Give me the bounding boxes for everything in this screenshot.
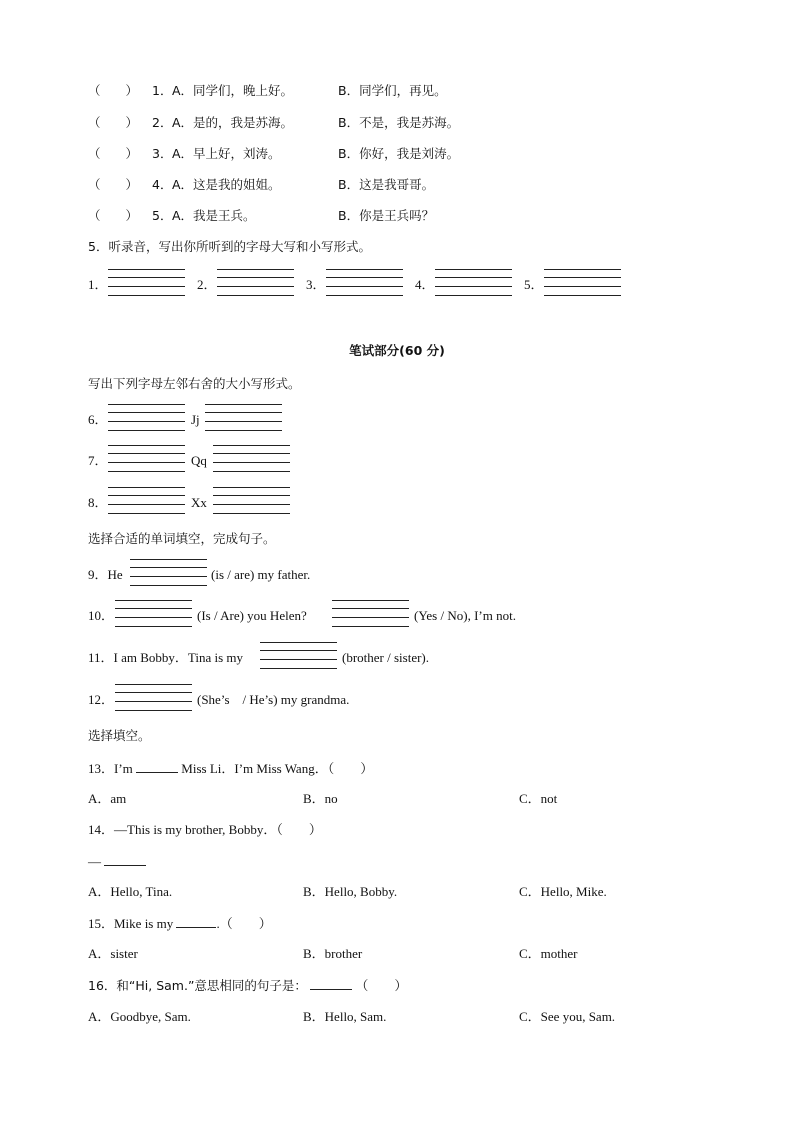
q7-number: 7． bbox=[88, 453, 108, 468]
q14-option-a[interactable]: A．Hello, Tina. bbox=[88, 884, 173, 899]
q9-start: 9．He bbox=[88, 567, 123, 582]
writing-lines[interactable] bbox=[108, 445, 185, 473]
q11-text: 11．I am Bobby．Tina is my bbox=[88, 650, 244, 665]
q13-start: 13．I’m bbox=[88, 761, 133, 776]
q14-reply bbox=[88, 853, 146, 870]
q10-number: 10． bbox=[88, 608, 115, 623]
option-a: A．这是我的姐姐。 bbox=[172, 177, 281, 192]
q16-rest: （ ） bbox=[355, 978, 408, 993]
q13-option-c[interactable]: C．not bbox=[519, 791, 558, 806]
q13 bbox=[88, 760, 373, 777]
q7-letter: Qq bbox=[191, 453, 207, 468]
writing-lines[interactable] bbox=[326, 269, 403, 297]
answer-paren[interactable]: （ ） bbox=[88, 83, 139, 98]
option-a: A．我是王兵。 bbox=[172, 208, 256, 223]
q14-dash: — bbox=[88, 854, 101, 869]
q5-label-4: 4． bbox=[415, 277, 435, 292]
q8-letter: Xx bbox=[191, 495, 207, 510]
answer-blank[interactable] bbox=[310, 977, 352, 990]
q15-option-c[interactable]: C．mother bbox=[519, 946, 578, 961]
writing-lines[interactable] bbox=[544, 269, 621, 297]
writing-lines[interactable] bbox=[108, 404, 185, 432]
q14-option-b[interactable]: B．Hello, Bobby. bbox=[303, 884, 398, 899]
answer-blank[interactable] bbox=[136, 760, 178, 773]
section-prompt-choice: 选择填空。 bbox=[88, 728, 151, 743]
writing-lines[interactable] bbox=[205, 404, 282, 432]
writing-lines[interactable] bbox=[115, 684, 192, 712]
q9-rest: (is / are) my father. bbox=[211, 567, 311, 582]
listening-item-2 bbox=[88, 115, 460, 131]
writing-lines[interactable] bbox=[108, 487, 185, 515]
writing-lines[interactable] bbox=[130, 559, 207, 587]
listening-item-3 bbox=[88, 146, 460, 162]
listening-item-5 bbox=[88, 208, 435, 224]
option-a: A．早上好，刘涛。 bbox=[172, 146, 281, 161]
q5-prompt: 5．听录音，写出你所听到的字母大写和小写形式。 bbox=[88, 239, 371, 254]
q13-option-b[interactable]: B．no bbox=[303, 791, 338, 806]
q11-rest: (brother / sister). bbox=[342, 650, 430, 665]
q15-start: 15．Mike is my bbox=[88, 916, 174, 931]
answer-paren[interactable]: （ ） bbox=[88, 115, 139, 130]
option-b: B．这是我哥哥。 bbox=[338, 177, 435, 192]
q13-option-a[interactable]: A．am bbox=[88, 791, 127, 806]
writing-lines[interactable] bbox=[115, 600, 192, 628]
q13-rest: Miss Li．I’m Miss Wang．（ ） bbox=[181, 761, 374, 776]
section-prompt-letters: 写出下列字母左邻右舍的大小写形式。 bbox=[88, 376, 301, 391]
q16-option-c[interactable]: C．See you, Sam. bbox=[519, 1009, 616, 1024]
q16-start: 16．和“Hi, Sam.”意思相同的句子是： bbox=[88, 978, 307, 993]
q5-label-1: 1． bbox=[88, 277, 108, 292]
option-a: A．是的，我是苏海。 bbox=[172, 115, 294, 130]
q6-number: 6． bbox=[88, 412, 108, 427]
listening-item-4 bbox=[88, 177, 435, 193]
item-number: 2． bbox=[152, 115, 173, 130]
writing-lines[interactable] bbox=[435, 269, 512, 297]
writing-lines[interactable] bbox=[213, 445, 290, 473]
writing-lines[interactable] bbox=[260, 642, 337, 670]
writing-lines[interactable] bbox=[213, 487, 290, 515]
q8-number: 8． bbox=[88, 495, 108, 510]
option-b: B．你是王兵吗？ bbox=[338, 208, 435, 223]
q14-question: 14．—This is my brother, Bobby．（ ） bbox=[88, 822, 322, 837]
writing-lines[interactable] bbox=[332, 600, 409, 628]
q14-option-c[interactable]: C．Hello, Mike. bbox=[519, 884, 607, 899]
q15-option-a[interactable]: A．sister bbox=[88, 946, 138, 961]
q16-option-a[interactable]: A．Goodbye, Sam. bbox=[88, 1009, 191, 1024]
q6-letter: Jj bbox=[191, 412, 200, 427]
option-b: B．你好，我是刘涛。 bbox=[338, 146, 460, 161]
item-number: 4． bbox=[152, 177, 173, 192]
item-number: 1． bbox=[152, 83, 173, 98]
q5-label-5: 5． bbox=[524, 277, 544, 292]
q5-label-3: 3． bbox=[306, 277, 326, 292]
q10-mid: (Is / Are) you Helen? bbox=[197, 608, 307, 623]
q5-label-2: 2． bbox=[197, 277, 217, 292]
q15-option-b[interactable]: B．brother bbox=[303, 946, 363, 961]
item-number: 5． bbox=[152, 208, 173, 223]
q16 bbox=[88, 977, 407, 994]
section-prompt-words: 选择合适的单词填空，完成句子。 bbox=[88, 531, 276, 546]
q16-option-b[interactable]: B．Hello, Sam. bbox=[303, 1009, 387, 1024]
answer-paren[interactable]: （ ） bbox=[88, 146, 139, 161]
writing-lines[interactable] bbox=[217, 269, 294, 297]
listening-item-1 bbox=[88, 83, 447, 99]
answer-blank[interactable] bbox=[176, 915, 216, 928]
writing-lines[interactable] bbox=[108, 269, 185, 297]
q15-rest: .（ ） bbox=[216, 916, 272, 931]
option-b: B．同学们，再见。 bbox=[338, 83, 447, 98]
section-title: 笔试部分(60 分) bbox=[349, 343, 445, 358]
item-number: 3． bbox=[152, 146, 173, 161]
answer-paren[interactable]: （ ） bbox=[88, 208, 139, 223]
q12-rest: (She’s / He’s) my grandma. bbox=[197, 692, 350, 707]
q15 bbox=[88, 915, 272, 932]
answer-blank[interactable] bbox=[104, 853, 146, 866]
option-b: B．不是，我是苏海。 bbox=[338, 115, 460, 130]
q10-rest: (Yes / No), I’m not. bbox=[414, 608, 516, 623]
q12-number: 12． bbox=[88, 692, 115, 707]
option-a: A．同学们，晚上好。 bbox=[172, 83, 294, 98]
answer-paren[interactable]: （ ） bbox=[88, 177, 139, 192]
